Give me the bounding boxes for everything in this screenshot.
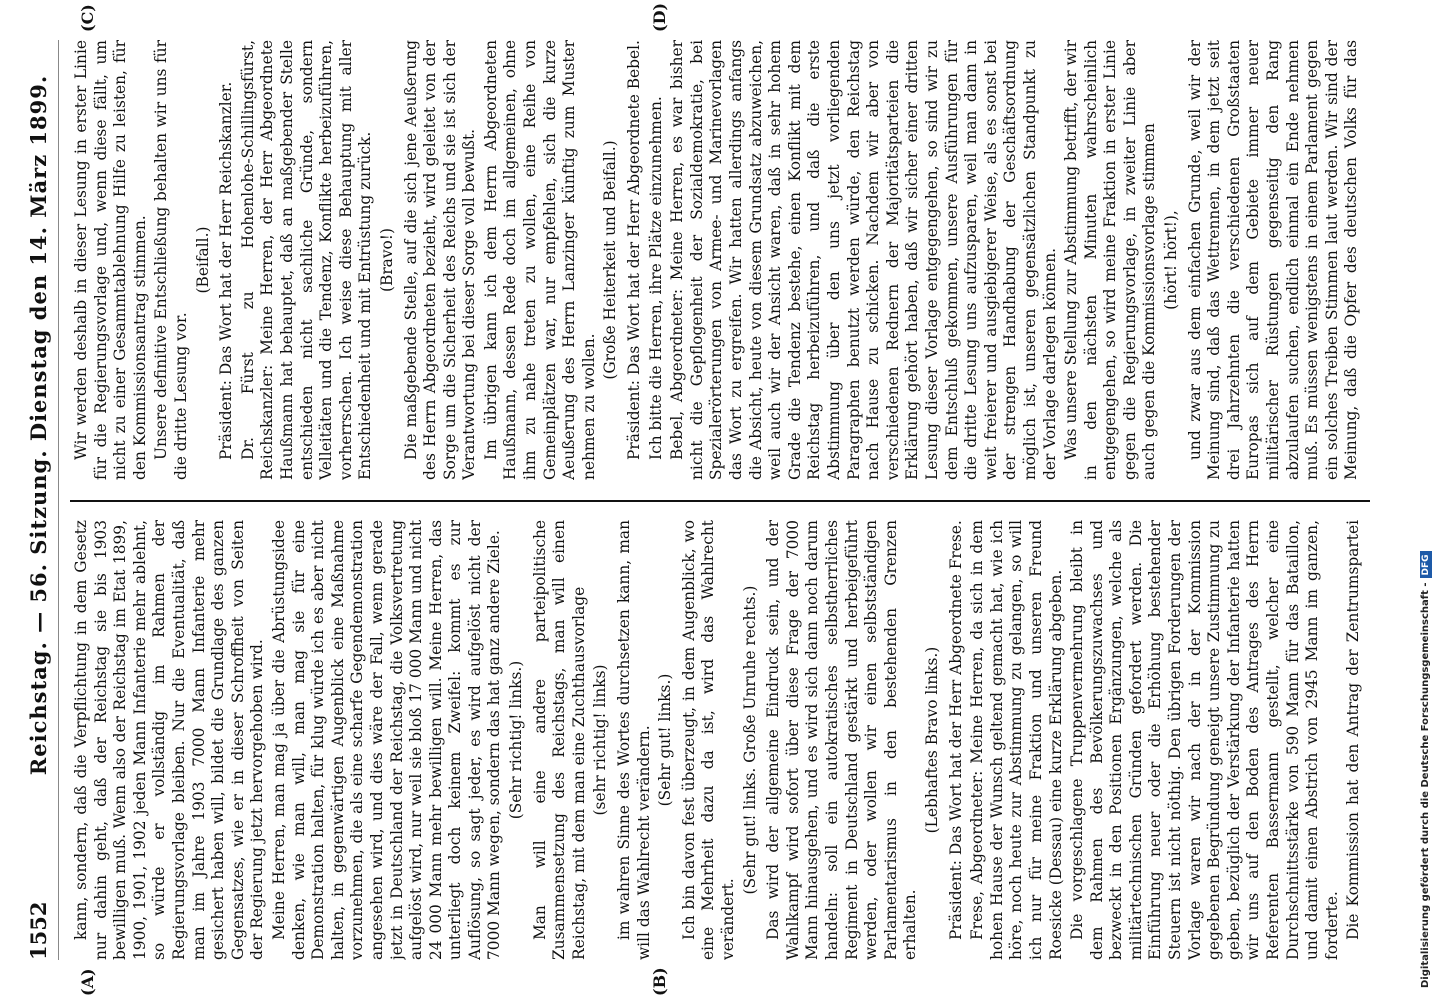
paragraph: Ich bitte die Herren, ihre Plätze einzunehmen. [646, 96, 665, 460]
dfg-logo: DFG [1420, 551, 1432, 578]
paragraph: Im übrigen kann ich dem Herrn Abgeordneten Haußmann, dessen Rede doch im allgemeinen, ohne ihm zu nahe treten zu wollen, eine Reihe von Gemeinplätzen war, nur empfehlen, sich die kurze Aeußerung des Herrn Lanzinger künftig zum Muster nehmen zu wollen. [481, 40, 598, 480]
digitization-credit [1420, 8, 1432, 988]
margin-marker-b: (B) [650, 967, 669, 996]
paragraph: Ich bin davon fest überzeugt, in dem Augenblick, wo eine Mehrheit dazu da ist, wird das Wahlrecht verändert. [679, 520, 737, 960]
paragraph: Bebel, Abgeordneter: Meine Herren, es war bisher nicht die Gepflogenheit der Sozialdemokratie, bei Spezialerörterungen von Armee- und Marinevorlagen das Wort zu ergreifen. Wir hatten allerdings anfangs die Absicht, heute von diesem Grundsatz abzuweichen, weil auch wir der Ansicht waren, daß in sehr hohem Grade die Tendenz bestehe, einen Konflikt mit dem Reichstag herbeizuführen, und daß die erste Abstimmung über den uns jetzt vorliegenden Paragraphen benutzt werden würde, den Reichstag nach Hause zu schicken. Nachdem wir aber von verschiedenen Rednern der Majoritätsparteien die Erklärung gehört haben, daß wir sicher einer dritten Lesung dieser Vorlage entgegengehen, so sind wir zu dem Entschluß gekommen, unsere Ausführungen für die dritte Lesung uns aufzusparen, weil man dann in weit freierer und ausgiebigerer Weise, als es sonst bei der strengen Handhabung der Geschäftsordnung möglich ist, unseren gegensätzlichen Standpunkt zu der Vorlage darlegen können. [668, 40, 1059, 480]
paragraph: im wahren Sinne des Wortes durchsetzen kann, man will das Wahlrecht verändern. [615, 520, 653, 960]
interjection: (Lebhaftes Bravo links.) [922, 646, 941, 834]
paragraph: Die maßgebende Stelle, auf die sich jene Aeußerung des Herrn Abgeordneten bezieht, wird geleitet von der Sorge um die Sicherheit des Reichs und sie ist sich der Verantwortung bei dieser Sorge voll bewußt. [401, 40, 479, 480]
page-number: 1552 [26, 901, 51, 960]
header-rule [58, 40, 59, 960]
paragraph: Man will eine andere parteipolitische Zusammensetzung des Reichstags, man will einen Reichstag, mit dem man eine Zuchthausvorlage [530, 520, 588, 960]
paragraph: Das wird der allgemeine Eindruck sein, und der Wahlkampf wird sofort über diese Frage der 7000 Mann hinausgehen, und es wird sich dann noch darum handeln: soll ein autokratisches selbstherrliches Regiment in Deutschland gestärkt und herbeigeführt werden, oder wollen wir einen selbstständigen Parlamentarismus in den bestehenden Grenzen erhalten. [764, 520, 920, 960]
paragraph: Was unsere Stellung zur Abstimmung betrifft, der wir in den nächsten Minuten wahrscheinlich entgegengehen, so wird meine Fraktion in erster Linie gegen die Regierungsvorlage, in zweiter Linie aber auch gegen die Kommissionsvorlage stimmen [1062, 40, 1159, 480]
right-text-column [72, 40, 1362, 480]
paragraph: Präsident: Das Wort hat der Herr Abgeordnete Bebel. [625, 40, 644, 460]
interjection: (hört! hört!), [1162, 210, 1181, 310]
paragraph: Die Kommission hat den Antrag der Zentrumspartei [1344, 520, 1362, 940]
interjection: (Sehr gut! links. Große Unruhe rechts.) [740, 585, 759, 895]
paragraph: Präsident: Das Wort hat der Herr Reichskanzler. [217, 81, 236, 460]
column-divider [70, 500, 1370, 502]
page-title: Reichstag. — 56. Sitzung. Dienstag den 14. März 1899. [26, 74, 51, 776]
paragraph: Wir werden deshalb in dieser Lesung in erster Linie für die Regierungsvorlage und, wenn diese fällt, um nicht zu einer Gesammtablehnung Hilfe zu leisten, für den Kommissionsantrag stimmen. [72, 40, 149, 480]
interjection: (Große Heiterkeit und Beifall.) [601, 140, 620, 380]
paragraph: kann, sondern, daß die Verpflichtung in dem Gesetz nur dahin geht, daß der Reichstag sie bis 1903 bewilligen muß. Wenn also der Reichstag im Etat 1899, 1900, 1901, 1902 jeden Mann Infanterie mehr ablehnt, so würde er vollständig im Rahmen der Regierungsvorlage bleiben. Nur die Eventualität, daß man im Jahre 1903 7000 Mann Infanterie mehr gesichert haben will, bildet die Grundlage des ganzen Gegensatzes, wie er in dieser Schroffheit von Seiten der Regierung jetzt hervorgehoben wird. [72, 520, 267, 960]
paragraph: Die vorgeschlagene Truppenvermehrung bleibt in dem Rahmen des Bevölkerungszuwachses und bezweckt in den Positionen Ergänzungen, welche als militärtechnischen Gründen gefordert werden. Die Einführung neuer oder die Erhöhung bestehender Steuern ist nicht nöthig. Den übrigen Forderungen der Vorlage waren wir nach der in der Kommission gegebenen Begründung geneigt unsere Zustimmung zu geben, bezüglich der Verstärkung der Infanterie hatten wir uns auf den Boden des Antrages des Herrn Referenten Bassermann gestellt, welcher eine Durchschnittsstärke von 590 Mann für das Bataillon, und damit einen Abstrich von 2945 Mann im ganzen, forderte. [1068, 520, 1341, 960]
paragraph: Dr. Fürst zu Hohenlohe-Schillingsfürst, Reichskanzler: Meine Herren, der Herr Abgeordnete Haußmann hat behauptet, daß an maßgebender Stelle entschieden nicht sachliche Gründe, sondern Velleitäten und die Tendenz, Konflikte herbeizuführen, vorherrschen. Ich weise diese Behauptung mit aller Entschiedenheit und mit Entrüstung zurück. [238, 40, 375, 480]
left-text-column [72, 520, 1362, 960]
interjection: (Sehr richtig! links.) [507, 660, 526, 820]
interjection: (Bravo!) [377, 228, 396, 292]
paragraph: Meine Herren, man mag ja über die Abrüstungsidee denken, wie man will, man mag sie für eine Demonstration halten, für klug würde ich es aber nicht halten, in gegenwärtigen Augenblick eine Maßnahme vorzunehmen, die als eine scharfe Gegendemonstration angesehen wird, und dies wäre der Fall, wenn gerade jetzt in Deutschland der Reichstag, die Volksvertretung aufgelöst wird, nur weil sie bloß 17 000 Mann und nicht 24 000 Mann mehr bewilligen will. Meine Herren, das unterliegt doch keinem Zweifel: kommt es zur Auflösung, so sagt jeder, es wird aufgelöst nicht der 7000 Mann wegen, sondern das hat ganz andere Ziele. [269, 520, 504, 960]
digitization-credit-text [1420, 8, 1432, 988]
interjection: (sehr richtig! links) [591, 664, 610, 816]
paragraph: und zwar aus dem einfachen Grunde, weil wir der Meinung sind, daß das Wettrennen, in dem jetzt seit drei Jahrzehnten die verschiedenen Großstaaten Europas sich auf dem Gebiete immer neuer militärischer Rüstungen gegenseitig den Rang abzulaufen suchen, endlich einmal ein Ende nehmen muß. Es müssen wenigstens in einem Parlament gegen ein solches Treiben Stimmen laut werden. Wir sind der Meinung, daß die Opfer des deutschen Volks für das [1185, 40, 1361, 480]
paragraph: Präsident: Das Wort hat der Herr Abgeordnete Frese. [946, 520, 965, 940]
paragraph: Unsere definitive Entschließung behalten wir uns für die dritte Lesung vor. [152, 40, 190, 480]
margin-marker-c: (C) [78, 4, 97, 32]
paragraph: Frese, Abgeordneter: Meine Herren, da sich in dem hohen Hause der Wunsch geltend gemacht hat, wie ich höre, noch heute zur Abstimmung zu gelangen, so will ich nur für meine Fraktion und unseren Freund Roesicke (Dessau) eine kurze Erklärung abgeben. [968, 520, 1065, 960]
margin-marker-a: (A) [78, 968, 97, 996]
interjection: (Sehr gut! links.) [656, 673, 675, 807]
page-header [18, 40, 58, 960]
digitization-credit-label: Digitalisierung gefördert durch die Deutsche Forschungsgemeinschaft - [1420, 582, 1431, 988]
interjection: (Beifall.) [193, 226, 212, 294]
margin-marker-d: (D) [650, 2, 669, 32]
